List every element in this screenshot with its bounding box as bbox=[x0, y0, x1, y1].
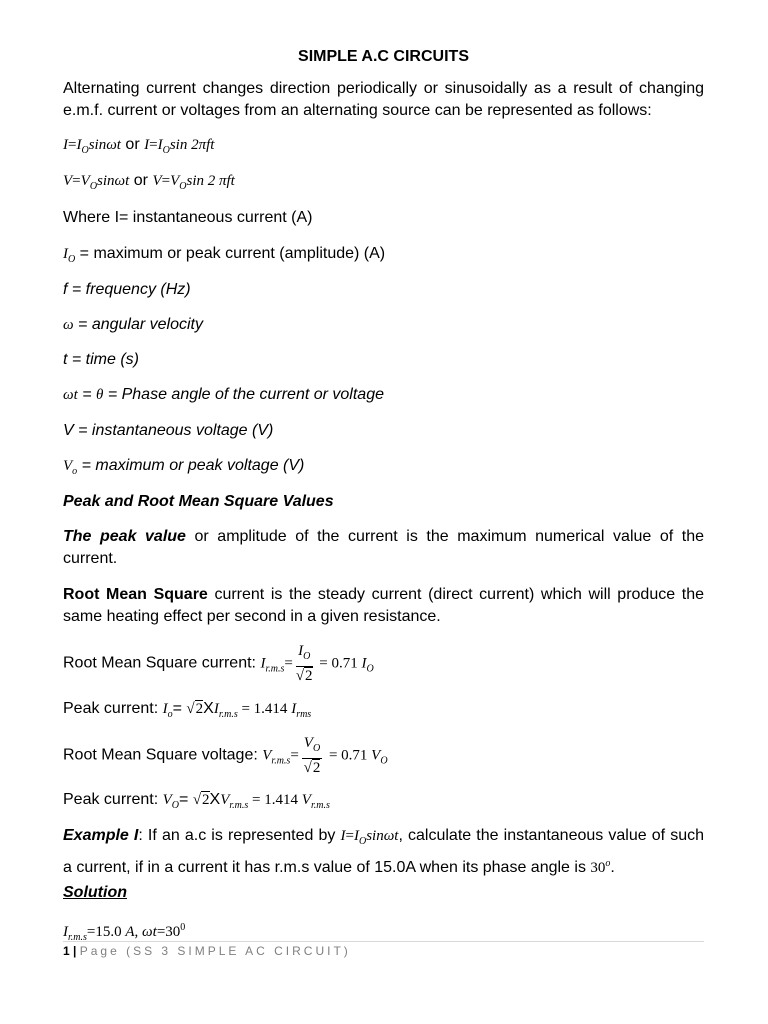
eq-current-var: I bbox=[76, 137, 82, 153]
peak-voltage-rhs-sub: r.m.s bbox=[310, 800, 330, 811]
peak-voltage-equals: = bbox=[179, 791, 193, 808]
eq-voltage-var-2: V bbox=[170, 173, 180, 189]
def-phase-angle bbox=[63, 384, 704, 406]
rms-paragraph bbox=[63, 584, 704, 628]
vo-text: = maximum or peak voltage (V) bbox=[77, 457, 305, 474]
rms-voltage-lhs-sub: r.m.s bbox=[271, 755, 291, 767]
rms-voltage-lhs: V bbox=[262, 747, 272, 764]
eq-current-or: or bbox=[125, 136, 140, 153]
eq-current-sub-2: O bbox=[162, 145, 170, 156]
peak-current-label: Peak current: bbox=[63, 700, 163, 717]
footer-text: Page (SS 3 SIMPLE AC CIRCUIT) bbox=[79, 944, 351, 958]
peak-current-lhs-sub: o bbox=[167, 709, 173, 720]
solution-angle: =30 bbox=[156, 924, 181, 940]
peak-current-root: √2 bbox=[186, 701, 204, 717]
rms-current-label: Root Mean Square current: bbox=[63, 654, 261, 672]
theta-symbol: θ bbox=[96, 387, 104, 403]
footer-separator: | bbox=[69, 944, 80, 958]
eq-current-sin: sinωt bbox=[88, 137, 121, 153]
def-angular-velocity bbox=[63, 314, 704, 336]
peak-voltage-rhs-var: V bbox=[301, 792, 311, 808]
rms-current-num: I bbox=[298, 643, 304, 659]
rms-voltage-den: √2 bbox=[303, 760, 321, 776]
peak-voltage-var: V bbox=[220, 792, 230, 808]
peak-value-term: The peak value bbox=[63, 528, 186, 545]
example-angle-degree: o bbox=[605, 858, 611, 869]
peak-current-times: X bbox=[203, 700, 214, 717]
example-eq-lhs: I bbox=[340, 828, 346, 844]
eq-voltage-sin-2: sin 2 πft bbox=[186, 173, 235, 189]
eq-voltage-equals-2: = bbox=[161, 173, 171, 189]
rms-voltage-equals: = bbox=[290, 747, 299, 764]
peak-voltage-lhs-sub: O bbox=[171, 800, 180, 811]
rms-voltage-formula bbox=[63, 734, 704, 782]
solution-heading: Solution bbox=[63, 884, 127, 901]
page-title: SIMPLE A.C CIRCUITS bbox=[298, 48, 469, 65]
rms-current-den: √2 bbox=[295, 668, 313, 684]
rms-current-rhs-sub: O bbox=[366, 663, 374, 675]
rms-voltage-num: V bbox=[303, 735, 313, 751]
peak-current-rhs: = 1.414 bbox=[237, 701, 292, 717]
peak-current-formula bbox=[63, 698, 704, 726]
peak-voltage-label: Peak current: bbox=[63, 791, 163, 808]
rms-current-lhs: I bbox=[260, 655, 266, 672]
solution-wt: ωt bbox=[142, 924, 157, 940]
rms-voltage-rhs-var: V bbox=[371, 747, 381, 764]
omega-text: = angular velocity bbox=[73, 316, 203, 333]
example-label: Example I bbox=[63, 827, 139, 844]
eq-current-equals-2: = bbox=[149, 137, 158, 153]
rms-term: Root Mean Square bbox=[63, 586, 208, 603]
peak-voltage-rhs: = 1.414 bbox=[248, 792, 302, 808]
example-eq-sin: sinωt bbox=[366, 828, 399, 844]
peak-value-text: or amplitude of the current is the maximum numerical value of the current. bbox=[63, 528, 705, 567]
rms-current-num-sub: O bbox=[303, 651, 311, 662]
example-eq-equals: = bbox=[345, 828, 354, 844]
section-heading-peak-rms: Peak and Root Mean Square Values bbox=[63, 493, 334, 510]
eq-current-var-2: I bbox=[157, 137, 163, 153]
eq-voltage-lhs: V bbox=[63, 173, 73, 189]
solution-unit: A bbox=[125, 924, 135, 940]
eq-current-lhs-2: I bbox=[144, 137, 150, 153]
peak-current-rhs-sub: rms bbox=[296, 709, 312, 720]
rms-voltage-rhs-sub: O bbox=[380, 755, 388, 767]
solution-angle-sup: 0 bbox=[180, 922, 186, 933]
eq-voltage-sub: O bbox=[89, 181, 98, 192]
def-peak-voltage bbox=[63, 455, 704, 483]
peak-voltage-var-sub: r.m.s bbox=[229, 800, 249, 811]
peak-value-paragraph bbox=[63, 526, 704, 570]
footer-page-number: 1 bbox=[63, 944, 70, 958]
page-footer bbox=[63, 944, 351, 958]
rms-current-lhs-sub: r.m.s bbox=[265, 663, 285, 675]
def-time: t = time (s) bbox=[63, 351, 140, 368]
eq-current-lhs: I bbox=[63, 137, 68, 153]
footer-divider bbox=[63, 941, 704, 942]
example-text-2: , calculate the instantaneous value of such a current, if in a current it has r.m.s value of 15.0A when its phase angle is bbox=[63, 827, 705, 876]
eq-current-equals: = bbox=[68, 137, 77, 153]
rms-current-equals: = bbox=[284, 655, 293, 672]
peak-current-var: I bbox=[213, 701, 219, 717]
peak-voltage-root-value: 2 bbox=[202, 792, 210, 808]
io-text: = maximum or peak current (amplitude) (A) bbox=[75, 245, 386, 262]
solution-lhs: I bbox=[63, 924, 68, 940]
voltage-equation bbox=[63, 170, 704, 198]
rms-voltage-rhs: = 0.71 bbox=[325, 747, 372, 764]
def-frequency: f = frequency (Hz) bbox=[63, 281, 191, 298]
peak-current-lhs: I bbox=[162, 701, 168, 717]
rms-voltage-label: Root Mean Square voltage: bbox=[63, 746, 263, 764]
intro-paragraph: Alternating current changes direction periodically or sinusoidally as a result of changing e.m.f. current or voltages from an alternating source can be represented as follows: bbox=[63, 80, 704, 119]
io-subscript: O bbox=[68, 254, 76, 265]
example-angle: 30 bbox=[590, 860, 606, 876]
rms-current-formula bbox=[63, 642, 704, 690]
peak-voltage-root: √2 bbox=[192, 792, 210, 808]
rms-voltage-num-sub: O bbox=[312, 743, 321, 754]
solution-lhs-sub: r.m.s bbox=[68, 932, 87, 943]
eq-voltage-or: or bbox=[133, 172, 148, 189]
eq-voltage-equals: = bbox=[72, 173, 81, 189]
eq-voltage-var: V bbox=[80, 173, 90, 189]
def-instantaneous-voltage: V = instantaneous voltage (V) bbox=[63, 422, 274, 439]
def-instantaneous-current: Where I= instantaneous current (A) bbox=[63, 209, 313, 226]
peak-current-equals: = bbox=[172, 700, 187, 717]
eq-voltage-lhs-2: V bbox=[152, 173, 162, 189]
peak-current-rhs-var: I bbox=[291, 701, 297, 717]
example-text-1: : If an a.c is represented by bbox=[138, 827, 341, 844]
peak-voltage-formula bbox=[63, 789, 704, 817]
eq-current-sin-2: sin 2πft bbox=[169, 137, 215, 153]
rms-current-den-value: 2 bbox=[305, 668, 313, 684]
omega-symbol: ω bbox=[63, 317, 74, 333]
peak-current-root-value: 2 bbox=[195, 701, 204, 717]
rms-current-rhs: = 0.71 bbox=[315, 655, 362, 672]
io-symbol: I bbox=[63, 246, 68, 262]
wt-symbol: ωt bbox=[63, 387, 78, 403]
peak-current-var-sub: r.m.s bbox=[218, 709, 238, 720]
rms-text: current is the steady current (direct current) which will produce the same heating effect per second in a given resistance. bbox=[63, 586, 704, 625]
def-peak-current bbox=[63, 243, 704, 271]
solution-comma: , bbox=[134, 924, 143, 940]
vo-subscript: o bbox=[72, 466, 78, 477]
rms-current-fraction bbox=[296, 642, 313, 685]
wt-equals: = bbox=[77, 386, 96, 403]
current-equation bbox=[63, 134, 704, 162]
rms-current-rhs-var: I bbox=[361, 655, 367, 672]
vo-symbol: V bbox=[63, 458, 73, 474]
eq-voltage-sub-2: O bbox=[179, 181, 187, 192]
eq-voltage-sin: sinωt bbox=[97, 173, 130, 189]
example-eq-var: I bbox=[353, 828, 359, 844]
rms-voltage-den-value: 2 bbox=[312, 760, 321, 776]
peak-voltage-lhs: V bbox=[162, 792, 172, 808]
eq-current-sub: O bbox=[81, 145, 89, 156]
phase-angle-text: = Phase angle of the current or voltage bbox=[103, 386, 384, 403]
rms-voltage-fraction bbox=[302, 734, 322, 777]
example-paragraph bbox=[63, 825, 704, 879]
peak-voltage-times: X bbox=[209, 791, 221, 808]
solution-value: =15.0 bbox=[86, 924, 126, 940]
example-eq-sub: O bbox=[358, 836, 367, 847]
example-end: . bbox=[610, 859, 615, 876]
